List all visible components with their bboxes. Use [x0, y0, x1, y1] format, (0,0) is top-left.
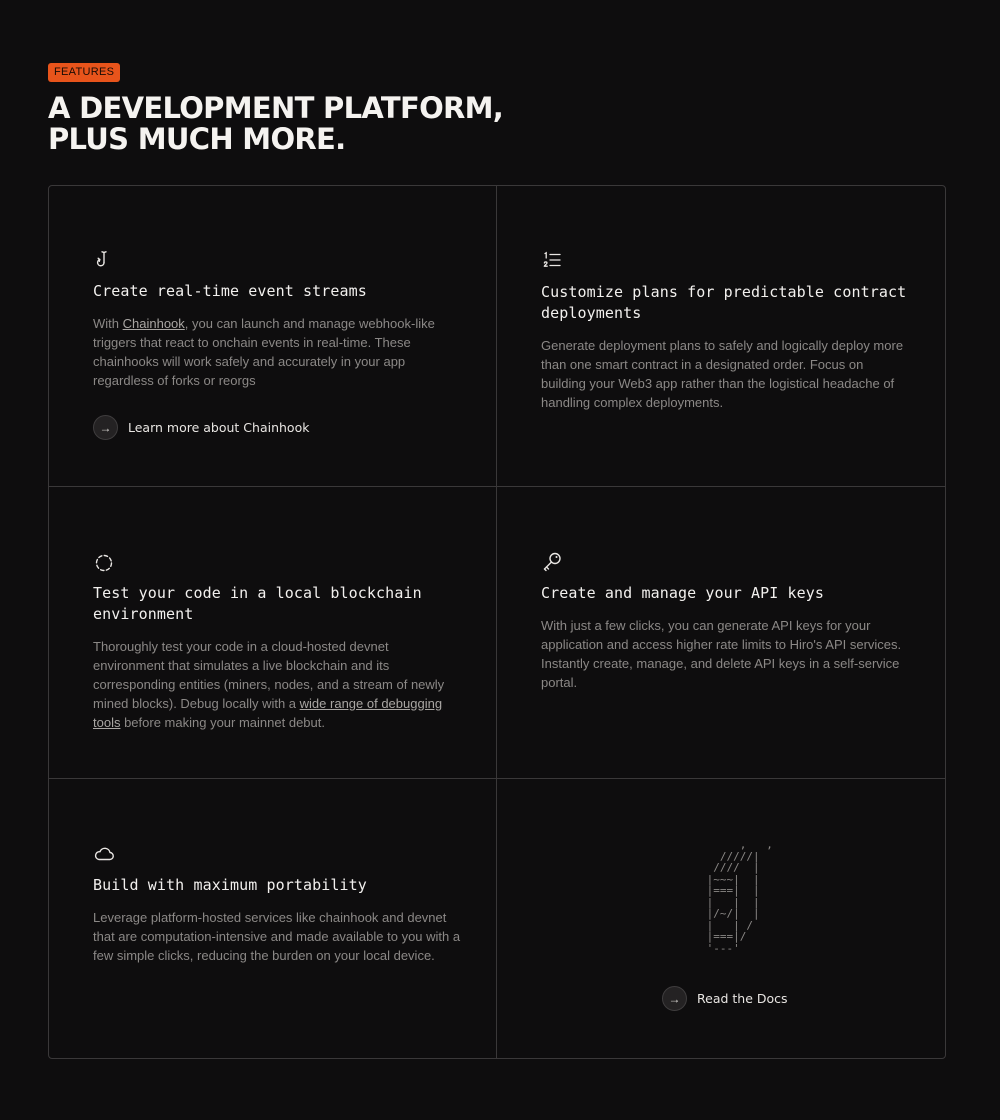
feature-title: Create real-time event streams	[93, 282, 367, 300]
description-text: Thoroughly test your code in a cloud-hosted devnet environment that simulates a live blockchain and its corresponding entities (miners, nodes, and a stream of newly mined blocks). Debug locally with a	[93, 639, 445, 711]
description-text: With	[93, 316, 123, 331]
ordered-list-icon	[541, 250, 563, 272]
feature-description: With just a few clicks, you can generate API keys for your application and access higher rate limits to Hiro's API services. Instantly create, manage, and delete API keys in a self-service portal.	[541, 618, 902, 690]
dashed-circle-icon	[93, 552, 115, 574]
cta-label: Learn more about Chainhook	[128, 420, 310, 435]
features-badge: FEATURES	[48, 63, 120, 82]
feature-description: Generate deployment plans to safely and logically deploy more than one smart contract in a designated order. Focus on building your Web3 app rather than the logistical headache of handling complex deployments.	[541, 338, 904, 410]
feature-card-devnet	[49, 487, 497, 779]
features-grid	[48, 185, 946, 1059]
feature-card-deployments	[497, 186, 945, 487]
hook-icon	[93, 250, 115, 272]
description-text: , you can launch and manage webhook-like triggers that react to onchain events in real-time. These chainhooks will work safely and accurately in your app regardless of forks or reorgs	[93, 316, 435, 388]
key-icon	[541, 551, 563, 573]
feature-title: Test your code in a local blockchain environment	[93, 584, 422, 623]
description-text: before making your mainnet debut.	[120, 715, 325, 730]
learn-more-chainhook-link[interactable]	[93, 415, 309, 440]
feature-title: Create and manage your API keys	[541, 584, 825, 602]
ascii-book-illustration: , , /////| //// | |~~~| | |===| | | | | |/~/| | | | / |===|/ '---'	[706, 838, 773, 955]
feature-description	[93, 314, 463, 390]
headline-line-2: PLUS MUCH MORE.	[48, 122, 346, 156]
feature-description: Leverage platform-hosted services like chainhook and devnet that are computation-intensive and made available to you with a few simple clicks, reducing the burden on your local device.	[93, 910, 461, 963]
section-headline	[48, 93, 568, 155]
arrow-right-icon: →	[662, 986, 687, 1011]
read-docs-card	[497, 779, 945, 1058]
headline-line-1: A DEVELOPMENT PLATFORM,	[48, 91, 504, 125]
feature-description	[93, 637, 463, 732]
cta-label: Read the Docs	[697, 991, 788, 1006]
cloud-icon	[93, 843, 115, 865]
arrow-right-icon: →	[93, 415, 118, 440]
feature-card-api-keys	[497, 487, 945, 779]
feature-title: Customize plans for predictable contract deployments	[541, 283, 907, 322]
chainhook-link[interactable]: Chainhook	[122, 316, 185, 331]
feature-card-portability	[49, 779, 497, 1058]
feature-card-chainhook	[49, 186, 497, 487]
debugging-tools-link[interactable]: wide range of debugging tools	[93, 696, 443, 730]
feature-title: Build with maximum portability	[93, 876, 367, 894]
read-the-docs-link[interactable]	[662, 986, 788, 1011]
